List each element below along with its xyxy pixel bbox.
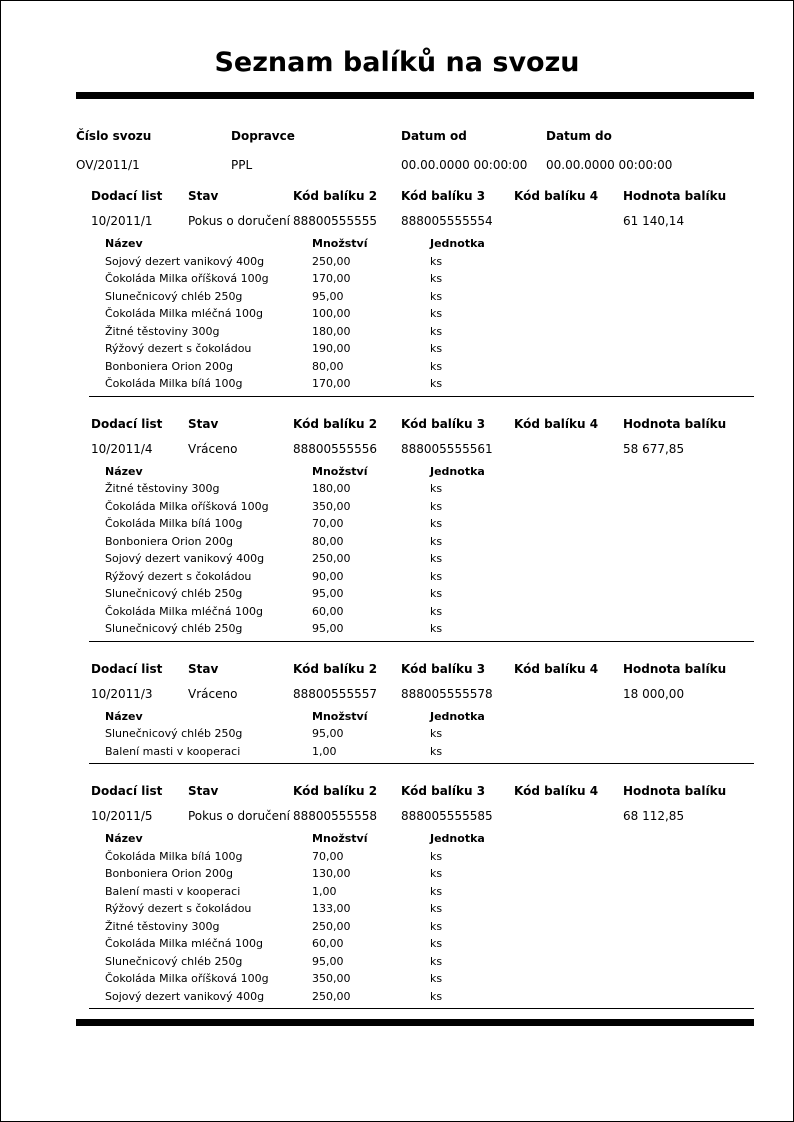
section-divider — [89, 1008, 754, 1009]
item-quantity: 95,00 — [312, 587, 344, 600]
header-hodnota-baliku: Hodnota balíku — [623, 416, 727, 431]
item-name: Čokoláda Milka bílá 100g — [105, 377, 243, 390]
item-unit: ks — [430, 867, 443, 880]
header-kod-baliku-2: Kód balíku 2 — [293, 416, 378, 431]
item-unit: ks — [430, 604, 443, 618]
item-unit: ks — [430, 377, 443, 390]
item-unit: ks — [430, 622, 443, 635]
info-value-datum-od: 00.00.0000 00:00:00 — [401, 158, 528, 172]
item-unit: ks — [430, 587, 443, 600]
item-unit: ks — [430, 289, 443, 303]
item-name: Slunečnicový chléb 250g — [105, 727, 243, 740]
item-unit: ks — [430, 744, 443, 758]
item-unit: ks — [430, 307, 443, 320]
item-quantity: 60,00 — [312, 604, 344, 618]
section-header-row — [91, 784, 754, 798]
item-row — [105, 358, 754, 376]
item-row — [105, 568, 754, 586]
item-quantity: 1,00 — [312, 884, 337, 898]
header-kod-baliku-3: Kód balíku 3 — [401, 416, 486, 431]
header-kod-baliku-3: Kód balíku 3 — [401, 189, 486, 203]
item-name: Rýžový dezert s čokoládou — [105, 342, 252, 355]
item-quantity: 250,00 — [312, 552, 351, 565]
item-unit: ks — [430, 342, 443, 355]
section-divider — [89, 641, 754, 642]
value-kod-baliku-2: 88800555556 — [293, 441, 377, 456]
item-row — [105, 550, 754, 568]
value-kod-baliku-3: 888005555561 — [401, 441, 493, 456]
value-kod-baliku-4 — [514, 687, 623, 701]
item-unit: ks — [430, 499, 443, 513]
item-quantity: 350,00 — [312, 499, 351, 513]
items-header-nazev: Název — [105, 464, 143, 478]
item-name: Čokoláda Milka oříšková 100g — [105, 972, 269, 985]
header-kod-baliku-4: Kód balíku 4 — [514, 416, 599, 431]
item-name: Slunečnicový chléb 250g — [105, 954, 243, 968]
items-header-jednotka: Jednotka — [430, 464, 485, 478]
item-name: Rýžový dezert s čokoládou — [105, 902, 252, 915]
item-name: Žitné těstoviny 300g — [105, 324, 220, 338]
package-section — [91, 417, 754, 642]
item-quantity: 100,00 — [312, 307, 351, 320]
info-header-dopravce: Dopravce — [231, 129, 295, 143]
package-section — [91, 662, 754, 765]
item-row — [105, 340, 754, 358]
section-divider — [89, 763, 754, 764]
item-unit: ks — [430, 919, 443, 933]
item-quantity: 60,00 — [312, 937, 344, 950]
section-header-row — [91, 417, 754, 431]
item-name: Slunečnicový chléb 250g — [105, 622, 243, 635]
header-stav: Stav — [188, 416, 219, 431]
item-unit: ks — [430, 359, 443, 373]
value-kod-baliku-2: 88800555555 — [293, 214, 377, 228]
info-header-cislo-svozu: Číslo svozu — [76, 129, 152, 143]
item-name: Slunečnicový chléb 250g — [105, 587, 243, 600]
item-name: Bonboniera Orion 200g — [105, 867, 233, 880]
item-name: Žitné těstoviny 300g — [105, 919, 220, 933]
item-row — [105, 865, 754, 883]
item-unit: ks — [430, 972, 443, 985]
item-unit: ks — [430, 534, 443, 548]
item-name: Rýžový dezert s čokoládou — [105, 569, 252, 583]
item-name: Čokoláda Milka bílá 100g — [105, 517, 243, 530]
items-header-mnozstvi: Množství — [312, 464, 368, 478]
items-header-mnozstvi: Množství — [312, 832, 368, 845]
item-quantity: 90,00 — [312, 569, 344, 583]
items-rows — [105, 848, 754, 1006]
value-dodaci-list: 10/2011/3 — [91, 686, 153, 701]
info-header-datum-do: Datum do — [546, 129, 612, 143]
item-row — [105, 498, 754, 516]
item-row — [105, 883, 754, 901]
item-row — [105, 725, 754, 743]
value-kod-baliku-4 — [514, 442, 623, 456]
header-kod-baliku-2: Kód balíku 2 — [293, 661, 378, 676]
items-header-row — [105, 463, 754, 481]
item-quantity: 180,00 — [312, 482, 351, 495]
item-quantity: 80,00 — [312, 359, 344, 373]
items-header-row — [105, 708, 754, 726]
item-quantity: 95,00 — [312, 622, 344, 635]
items-header-nazev: Název — [105, 237, 143, 250]
item-quantity: 130,00 — [312, 867, 351, 880]
value-stav: Pokus o doručení — [188, 214, 290, 228]
item-unit: ks — [430, 324, 443, 338]
pickup-info-value-row — [76, 158, 754, 172]
item-row — [105, 743, 754, 761]
item-unit: ks — [430, 989, 443, 1003]
pickup-info — [76, 129, 754, 172]
header-dodaci-list: Dodací list — [91, 784, 163, 798]
value-hodnota-baliku: 68 112,85 — [623, 809, 685, 823]
item-quantity: 250,00 — [312, 919, 351, 933]
items-header-row — [105, 830, 754, 848]
header-hodnota-baliku: Hodnota balíku — [623, 661, 727, 676]
item-name: Balení masti v kooperaci — [105, 744, 241, 758]
header-kod-baliku-2: Kód balíku 2 — [293, 189, 378, 203]
title-rule — [76, 92, 754, 99]
item-row — [105, 918, 754, 936]
value-kod-baliku-4 — [514, 214, 623, 228]
items-header-jednotka: Jednotka — [430, 709, 485, 723]
item-row — [105, 988, 754, 1006]
items-table — [105, 235, 754, 393]
item-unit: ks — [430, 272, 443, 285]
info-value-cislo-svozu: OV/2011/1 — [76, 158, 140, 172]
item-name: Čokoláda Milka mléčná 100g — [105, 307, 263, 320]
header-kod-baliku-3: Kód balíku 3 — [401, 784, 486, 798]
item-name: Čokoláda Milka oříšková 100g — [105, 499, 269, 513]
item-name: Bonboniera Orion 200g — [105, 534, 233, 548]
value-stav: Vráceno — [188, 686, 238, 701]
item-quantity: 190,00 — [312, 342, 351, 355]
items-header-jednotka: Jednotka — [430, 832, 485, 845]
value-hodnota-baliku: 58 677,85 — [623, 441, 685, 456]
value-kod-baliku-3: 888005555554 — [401, 214, 493, 228]
item-row — [105, 270, 754, 288]
item-row — [105, 323, 754, 341]
items-header-mnozstvi: Množství — [312, 237, 368, 250]
header-kod-baliku-2: Kód balíku 2 — [293, 784, 378, 798]
value-dodaci-list: 10/2011/1 — [91, 214, 153, 228]
item-quantity: 133,00 — [312, 902, 351, 915]
item-unit: ks — [430, 902, 443, 915]
info-value-datum-do: 00.00.0000 00:00:00 — [546, 158, 673, 172]
item-row — [105, 970, 754, 988]
page-title: Seznam balíků na svozu — [214, 47, 580, 78]
items-table — [105, 830, 754, 1005]
package-section — [91, 784, 754, 1009]
item-name: Žitné těstoviny 300g — [105, 482, 220, 495]
item-row — [105, 533, 754, 551]
header-kod-baliku-4: Kód balíku 4 — [514, 784, 599, 798]
value-dodaci-list: 10/2011/5 — [91, 809, 153, 823]
item-unit: ks — [430, 937, 443, 950]
header-hodnota-baliku: Hodnota balíku — [623, 189, 727, 203]
item-unit: ks — [430, 517, 443, 530]
package-sections — [91, 189, 754, 1009]
item-row — [105, 253, 754, 271]
header-kod-baliku-3: Kód balíku 3 — [401, 661, 486, 676]
header-kod-baliku-4: Kód balíku 4 — [514, 189, 599, 203]
item-quantity: 250,00 — [312, 254, 351, 268]
item-unit: ks — [430, 569, 443, 583]
items-rows — [105, 725, 754, 760]
header-stav: Stav — [188, 661, 219, 676]
items-rows — [105, 480, 754, 638]
item-row — [105, 515, 754, 533]
header-stav: Stav — [188, 189, 219, 203]
value-kod-baliku-2: 88800555557 — [293, 686, 377, 701]
item-row — [105, 848, 754, 866]
item-name: Sojový dezert vanikový 400g — [105, 254, 265, 268]
package-section — [91, 189, 754, 397]
item-quantity: 170,00 — [312, 377, 351, 390]
item-unit: ks — [430, 884, 443, 898]
info-value-dopravce: PPL — [231, 158, 253, 172]
item-unit: ks — [430, 954, 443, 968]
item-unit: ks — [430, 254, 443, 268]
value-hodnota-baliku: 61 140,14 — [623, 214, 685, 228]
item-name: Sojový dezert vanikový 400g — [105, 989, 265, 1003]
section-value-row — [91, 809, 754, 823]
section-divider — [89, 396, 754, 397]
section-header-row — [91, 662, 754, 676]
item-row — [105, 480, 754, 498]
header-kod-baliku-4: Kód balíku 4 — [514, 661, 599, 676]
info-header-datum-od: Datum od — [401, 129, 467, 143]
item-row — [105, 900, 754, 918]
item-name: Čokoláda Milka mléčná 100g — [105, 604, 263, 618]
value-stav: Vráceno — [188, 441, 238, 456]
item-row — [105, 305, 754, 323]
header-dodaci-list: Dodací list — [91, 416, 163, 431]
item-quantity: 70,00 — [312, 849, 344, 863]
header-stav: Stav — [188, 784, 219, 798]
items-header-nazev: Název — [105, 832, 143, 845]
value-hodnota-baliku: 18 000,00 — [623, 686, 685, 701]
value-kod-baliku-4 — [514, 809, 623, 823]
item-row — [105, 935, 754, 953]
item-quantity: 95,00 — [312, 954, 344, 968]
item-row — [105, 288, 754, 306]
item-row — [105, 620, 754, 638]
item-unit: ks — [430, 552, 443, 565]
footer-rule — [76, 1019, 754, 1026]
header-dodaci-list: Dodací list — [91, 661, 163, 676]
value-kod-baliku-3: 888005555578 — [401, 686, 493, 701]
value-stav: Pokus o doručení — [188, 809, 290, 823]
item-name: Čokoláda Milka oříšková 100g — [105, 272, 269, 285]
item-name: Balení masti v kooperaci — [105, 884, 241, 898]
section-header-row — [91, 189, 754, 203]
item-row — [105, 375, 754, 393]
item-unit: ks — [430, 727, 443, 740]
value-kod-baliku-2: 88800555558 — [293, 809, 377, 823]
value-kod-baliku-3: 888005555585 — [401, 809, 493, 823]
pickup-info-header-row — [76, 129, 754, 143]
items-rows — [105, 253, 754, 393]
section-value-row — [91, 214, 754, 228]
item-quantity: 70,00 — [312, 517, 344, 530]
items-header-mnozstvi: Množství — [312, 709, 368, 723]
item-name: Sojový dezert vanikový 400g — [105, 552, 265, 565]
item-row — [105, 953, 754, 971]
item-name: Slunečnicový chléb 250g — [105, 289, 243, 303]
items-table — [105, 708, 754, 761]
item-name: Čokoláda Milka bílá 100g — [105, 849, 243, 863]
items-table — [105, 463, 754, 638]
header-hodnota-baliku: Hodnota balíku — [623, 784, 727, 798]
item-unit: ks — [430, 849, 443, 863]
item-quantity: 1,00 — [312, 744, 337, 758]
item-quantity: 80,00 — [312, 534, 344, 548]
section-value-row — [91, 687, 754, 701]
item-quantity: 350,00 — [312, 972, 351, 985]
item-quantity: 95,00 — [312, 289, 344, 303]
value-dodaci-list: 10/2011/4 — [91, 441, 153, 456]
item-unit: ks — [430, 482, 443, 495]
item-quantity: 180,00 — [312, 324, 351, 338]
header-dodaci-list: Dodací list — [91, 189, 163, 203]
item-name: Čokoláda Milka mléčná 100g — [105, 937, 263, 950]
section-value-row — [91, 442, 754, 456]
items-header-jednotka: Jednotka — [430, 237, 485, 250]
item-name: Bonboniera Orion 200g — [105, 359, 233, 373]
item-quantity: 95,00 — [312, 727, 344, 740]
item-row — [105, 603, 754, 621]
items-header-nazev: Název — [105, 709, 143, 723]
item-quantity: 250,00 — [312, 989, 351, 1003]
items-header-row — [105, 235, 754, 253]
item-row — [105, 585, 754, 603]
item-quantity: 170,00 — [312, 272, 351, 285]
